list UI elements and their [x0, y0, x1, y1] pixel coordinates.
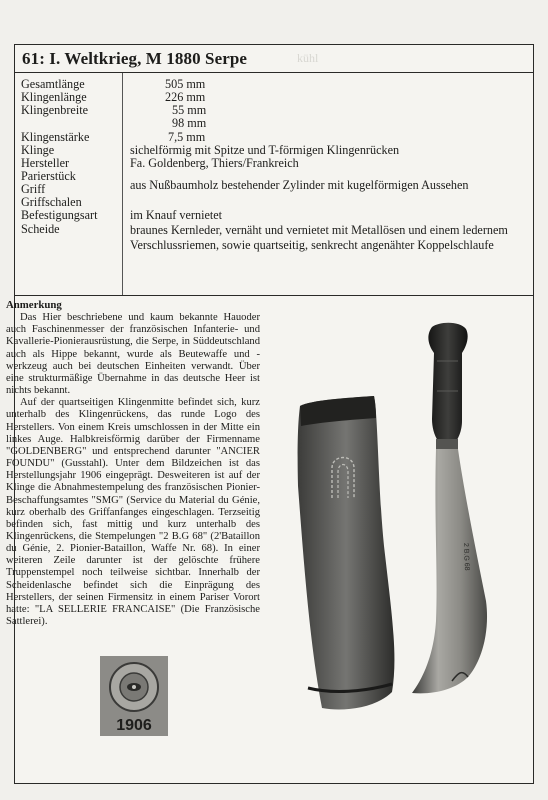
spec-label-hersteller: Hersteller	[21, 156, 70, 170]
title-bar	[15, 45, 533, 73]
spec-value-klinge: sichelförmig mit Spitze und T-förmigen Klingenrücken	[130, 143, 400, 157]
logo-year: 1906	[116, 717, 152, 734]
page-title: 61: I. Weltkrieg, M 1880 Serpe	[22, 49, 248, 68]
notes-paragraph: Auf der quartseitigen Klingenmitte befindet sich, kurz unterhalb des Klingenrückens, das runde Logo des Herstellers. Von einem Kreis umschlossen in der Mitte ein linkes Auge. Halbkreisförmig darüber der Firmenname "GOLDENBERG" und entsprechend darunter "ANCIER FOUNDU" (Gusstahl). Unter dem Bildzeichen ist das Herstellungsjahr 1906 eingeprägt. Desweiteren ist auf der Klinge die Abnahmestempelung des französischen Pionier-Beschaffungsamtes "SMG" (Service du Material du Génie, kurz oberhalb des Griffanfanges eingeschlagen. Terzseitig befinden sich, fast mittig und kurz unterhalb des Klingenrückens, die Stempelungen "2 B.G 68" (2'Bataillon du Génie, 2. Pionier-Bataillon, Waffe Nr. 68). In einer weiteren Zeile darunter ist der gelöschte frühere Truppenstempel noch teilweise sichtbar. Innerhalb der Scheidenlasche befindet sich die Einprägung des Herstellers, der seinen Firmensitz in einem Pariser Vorort hatte: "LA SELLERIE FRANCAISE" (Die Französische Sattlerei).	[6, 397, 260, 628]
spec-value-scheide: braunes Kernleder, vernäht und vernietet mit Metallösen und einem ledernem Verschlussriemen, sowie quartseitig, senkrecht angenähter Koppelschlaufe	[130, 223, 508, 252]
spec-label-parierstueck: Parierstück	[21, 169, 76, 183]
blade-stamp-text: 2 B.G 68	[462, 542, 470, 571]
spec-value-griff: aus Nußbaumholz bestehender Zylinder mit kugelförmigen Aussehen	[130, 178, 469, 192]
spec-value-gesamtlaenge: 505 mm	[165, 77, 206, 91]
notes-section	[6, 299, 260, 628]
spec-label-befestigungsart: Befestigungsart	[21, 208, 98, 222]
spec-value-hersteller: Fa. Goldenberg, Thiers/Frankreich	[130, 156, 299, 170]
spec-label-klingenstaerke: Klingenstärke	[21, 130, 90, 144]
sheath-photo	[292, 396, 404, 712]
notes-heading: Anmerkung	[6, 299, 62, 311]
spec-label-klinge: Klinge	[21, 143, 55, 157]
spec-label-griffschalen: Griffschalen	[21, 195, 82, 209]
spec-label-klingenbreite: Klingenbreite	[21, 103, 89, 117]
spec-divider	[122, 73, 123, 295]
spec-label-gesamtlaenge: Gesamtlänge	[21, 77, 85, 91]
spec-value-klingenlaenge: 226 mm	[165, 90, 206, 104]
spec-value-breite-2: 98 mm	[172, 116, 207, 130]
serpe-photo	[404, 321, 502, 697]
spec-value-klingenbreite: 55 mm	[172, 103, 207, 117]
spec-value-befestigungsart: im Knauf vernietet	[130, 208, 223, 222]
spec-label-klingenlaenge: Klingenlänge	[21, 90, 87, 104]
spec-value-klingenstaerke: 7,5 mm	[168, 130, 206, 144]
spec-table	[15, 73, 533, 296]
spec-label-griff: Griff	[21, 182, 46, 196]
notes-paragraph: Das Hier beschriebene und kaum bekannte Hauoder auch Faschinenmesser der französischen Infanterie- und Kavallerie-Pionierausrüstung, die Serpe, in Süddeutschland auch als Hippe bekannt, wurde als Beutewaffe und -werkzeug auch bei deutschen Einheiten verwandt. Über eine strukturmäßige Übernahme in das deutsche Heer ist nichts bekannt.	[6, 312, 260, 397]
bleed-through-text: kühl	[297, 51, 319, 65]
maker-logo-photo	[100, 656, 168, 736]
spec-label-scheide: Scheide	[21, 222, 60, 236]
